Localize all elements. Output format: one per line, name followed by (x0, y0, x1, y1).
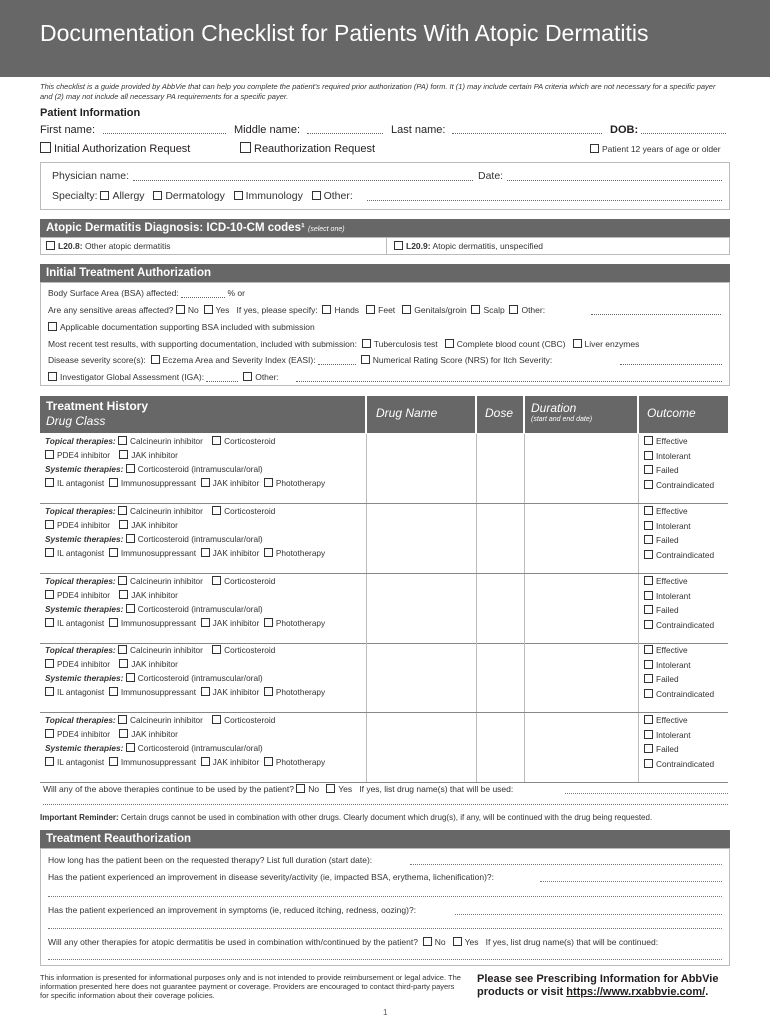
checkbox-nrs[interactable] (361, 355, 370, 364)
history-header-class: Treatment History Drug Class (40, 396, 365, 433)
checkbox[interactable] (46, 241, 55, 250)
bsa-row: Body Surface Area (BSA) affected: % or (48, 288, 245, 298)
checkbox-failed[interactable] (644, 535, 653, 544)
checkbox-il[interactable] (45, 757, 54, 766)
checkbox-failed[interactable] (644, 674, 653, 683)
easi-field[interactable] (318, 355, 356, 365)
specialty-row: Specialty: Allergy Dermatology Immunology Other: (52, 190, 353, 202)
reauth-q2: Has the patient experienced an improvement in disease severity/activity (ie, impacted BSA, erythema, lichenification)?: (48, 872, 494, 882)
reauth-bar: Treatment Reauthorization (40, 830, 730, 848)
checkbox-jak[interactable] (119, 590, 128, 599)
first-name-field[interactable] (103, 124, 226, 134)
checkbox-contraindicated[interactable] (644, 759, 653, 768)
divider (366, 574, 367, 643)
checkbox-tb[interactable] (362, 339, 371, 348)
divider (524, 504, 525, 573)
divider (638, 643, 639, 712)
checkbox-immuno[interactable] (109, 618, 118, 627)
checkbox-intolerant[interactable] (644, 591, 653, 600)
header-bar (0, 0, 770, 77)
checkbox-jak[interactable] (119, 729, 128, 738)
divider (524, 434, 525, 503)
diagnosis-l208[interactable]: L20.8: Other atopic dermatitis (46, 241, 170, 251)
divider (476, 574, 477, 643)
checkbox-scalp[interactable] (471, 305, 480, 314)
checkbox-pde4[interactable] (45, 729, 54, 738)
divider (366, 643, 367, 712)
checkbox-intolerant[interactable] (644, 521, 653, 530)
history-header-dose: Dose (477, 396, 523, 433)
date-label: Date: (478, 170, 504, 182)
checkbox-calcineurin[interactable] (118, 715, 127, 724)
checkbox-effective[interactable] (644, 576, 653, 585)
checkbox-intolerant[interactable] (644, 660, 653, 669)
checkbox-genitals[interactable] (402, 305, 411, 314)
checkbox-pde4[interactable] (45, 520, 54, 529)
checkbox-yes[interactable] (326, 784, 335, 793)
checkbox-effective[interactable] (644, 436, 653, 445)
checkbox-allergy[interactable] (100, 191, 109, 200)
intro-text: This checklist is a guide provided by AbbVie that can help you complete the patient’s required prior authorization (PA) form. It (1) may include certain PA criteria which are not necessary for a specific payer and (2) may not include all necessary PA requirements for a specific payer. (40, 82, 716, 101)
checkbox-contraindicated[interactable] (644, 689, 653, 698)
history-row (40, 574, 728, 644)
checkbox-other[interactable] (312, 191, 321, 200)
checkbox[interactable] (590, 144, 599, 153)
checkbox-photo[interactable] (264, 618, 273, 627)
checkbox-immuno[interactable] (109, 548, 118, 557)
checkbox-pde4[interactable] (45, 659, 54, 668)
outcome-options: Effective Intolerant Failed Contraindicated (644, 713, 714, 771)
checkbox-pde4[interactable] (45, 450, 54, 459)
drug-class-options: Topical therapies: Calcineurin inhibitor Corticosteroid PDE4 inhibitor JAK inhibitor Systemic therapies: Corticosteroid (intramuscular/oral) IL antagonist Immunosuppressant JAK inhibitor Phototherapy (45, 576, 326, 628)
reminder: Important Reminder: Certain drugs cannot be used in combination with other drugs. Clearly document which drug(s), if any, will be continued with the drug being requested. (40, 813, 653, 822)
divider (366, 434, 367, 503)
divider (476, 643, 477, 712)
checkbox-effective[interactable] (644, 506, 653, 515)
checkbox-hands[interactable] (322, 305, 331, 314)
reauth-q1: How long has the patient been on the requested therapy? List full duration (start date): (48, 855, 373, 865)
footer-disclaimer: This information is presented for informational purposes only and is not intended to provide reimbursement or legal advice. The information presented here does not guarantee payment or coverage. Providers are encouraged to contact third-party payers for specific information about their coverage policies. (40, 973, 461, 1000)
reauth-q3: Has the patient experienced an improvement in symptoms (ie, reduced itching, redness, oozing)?: (48, 905, 417, 915)
checkbox-cortico-im[interactable] (126, 673, 135, 682)
checkbox-immunology[interactable] (234, 191, 243, 200)
checkbox-jak2[interactable] (201, 757, 210, 766)
checkbox[interactable] (40, 142, 51, 153)
initial-auth-option[interactable]: Initial Authorization Request (40, 142, 190, 155)
checkbox-immuno[interactable] (109, 757, 118, 766)
checkbox-jak2[interactable] (201, 478, 210, 487)
reauth-q1-field[interactable] (410, 864, 722, 865)
checkbox-intolerant[interactable] (644, 730, 653, 739)
checkbox-photo[interactable] (264, 548, 273, 557)
sensitive-row: Are any sensitive areas affected? No Yes If yes, please specify: Hands Feet Genitals/groin Scalp Other: (48, 305, 546, 315)
divider (638, 713, 639, 782)
bsa-doc-row[interactable]: Applicable documentation supporting BSA included with submission (48, 322, 315, 332)
patient-info-heading: Patient Information (40, 107, 141, 119)
checkbox-failed[interactable] (644, 465, 653, 474)
checkbox-corticosteroid[interactable] (212, 436, 221, 445)
tests-row: Most recent test results, with supporting documentation, included with submission: Tuberculosis test Complete blood count (CBC) Liver enzymes (48, 339, 640, 349)
history-row (40, 504, 728, 574)
history-row (40, 434, 728, 504)
checkbox-photo[interactable] (264, 687, 273, 696)
reauth-q2-field-2[interactable] (48, 896, 722, 897)
sensitive-other-field[interactable] (591, 305, 721, 315)
checkbox-cortico-im[interactable] (126, 464, 135, 473)
checkbox-il[interactable] (45, 687, 54, 696)
checkbox[interactable] (48, 322, 57, 331)
checkbox-immuno[interactable] (109, 687, 118, 696)
checkbox-contraindicated[interactable] (644, 550, 653, 559)
divider (366, 504, 367, 573)
checkbox-contraindicated[interactable] (644, 480, 653, 489)
checkbox-effective[interactable] (644, 645, 653, 654)
history-row (40, 643, 728, 713)
checkbox-calcineurin[interactable] (118, 576, 127, 585)
iga-field[interactable] (206, 372, 238, 382)
checkbox-feet[interactable] (366, 305, 375, 314)
middle-name-label: Middle name: (234, 124, 301, 136)
physician-panel (40, 162, 730, 210)
continue-row: Will any of the above therapies continue to be used by the patient? No Yes If yes, list drug name(s) that will be used: (43, 784, 514, 794)
checkbox-cortico-im[interactable] (126, 534, 135, 543)
outcome-options: Effective Intolerant Failed Contraindicated (644, 434, 714, 492)
divider (476, 504, 477, 573)
bsa-field[interactable] (181, 288, 225, 298)
reauth-q4-field[interactable] (48, 959, 722, 960)
diagnosis-l209[interactable]: L20.9: Atopic dermatitis, unspecified (394, 241, 543, 251)
checkbox-other2[interactable] (243, 372, 252, 381)
divider (524, 574, 525, 643)
checkbox-other[interactable] (509, 305, 518, 314)
divider (638, 504, 639, 573)
checkbox-il[interactable] (45, 618, 54, 627)
checkbox-intolerant[interactable] (644, 451, 653, 460)
reauth-q2-field[interactable] (540, 881, 722, 882)
checkbox-jak[interactable] (119, 520, 128, 529)
checkbox-dermatology[interactable] (153, 191, 162, 200)
last-name-label: Last name: (391, 124, 446, 136)
checkbox-jak2[interactable] (201, 548, 210, 557)
outcome-options: Effective Intolerant Failed Contraindicated (644, 643, 714, 701)
checkbox[interactable] (394, 241, 403, 250)
checkbox-contraindicated[interactable] (644, 620, 653, 629)
iga-other-field[interactable] (296, 372, 722, 382)
divider (366, 713, 367, 782)
physician-name-label: Physician name: (52, 170, 130, 182)
checkbox-jak2[interactable] (201, 687, 210, 696)
initial-treatment-bar: Initial Treatment Authorization (40, 264, 730, 282)
nrs-field[interactable] (620, 355, 722, 365)
divider (638, 574, 639, 643)
outcome-options: Effective Intolerant Failed Contraindicated (644, 574, 714, 632)
checkbox-cortico-im[interactable] (126, 743, 135, 752)
date-field[interactable] (507, 171, 722, 181)
divider (524, 643, 525, 712)
divider (524, 713, 525, 782)
checkbox-no[interactable] (296, 784, 305, 793)
drug-class-options: Topical therapies: Calcineurin inhibitor Corticosteroid PDE4 inhibitor JAK inhibitor Systemic therapies: Corticosteroid (intramuscular/oral) IL antagonist Immunosuppressant JAK inhibitor Phototherapy (45, 645, 326, 697)
checkbox-jak[interactable] (119, 659, 128, 668)
continue-list-field-2[interactable] (43, 804, 728, 805)
history-header-drug: Drug Name (367, 396, 475, 433)
checkbox-photo[interactable] (264, 478, 273, 487)
reauth-q4: Will any other therapies for atopic dermatitis be used in combination with/continued by the patient? No Yes If yes, list drug name(s) that will be continued: (48, 937, 659, 947)
rxabbvie-link[interactable]: https://www.rxabbvie.com/ (566, 986, 706, 998)
checkbox-corticosteroid[interactable] (212, 715, 221, 724)
checkbox-cbc[interactable] (445, 339, 454, 348)
divider (386, 237, 387, 255)
middle-name-field[interactable] (307, 124, 383, 134)
checkbox-il[interactable] (45, 548, 54, 557)
checkbox-failed[interactable] (644, 605, 653, 614)
checkbox-calcineurin[interactable] (118, 506, 127, 515)
checkbox-cortico-im[interactable] (126, 604, 135, 613)
drug-class-options: Topical therapies: Calcineurin inhibitor Corticosteroid PDE4 inhibitor JAK inhibitor Systemic therapies: Corticosteroid (intramuscular/oral) IL antagonist Immunosuppressant JAK inhibitor Phototherapy (45, 506, 326, 558)
dob-label: DOB: (610, 124, 639, 136)
checkbox-il[interactable] (45, 478, 54, 487)
checkbox-no[interactable] (176, 305, 185, 314)
reauth-option[interactable]: Reauthorization Request (240, 142, 375, 155)
drug-class-options: Topical therapies: Calcineurin inhibitor Corticosteroid PDE4 inhibitor JAK inhibitor Systemic therapies: Corticosteroid (intramuscular/oral) IL antagonist Immunosuppressant JAK inhibitor Phototherapy (45, 715, 326, 767)
divider (638, 434, 639, 503)
age-option[interactable]: Patient 12 years of age or older (590, 144, 721, 154)
footer-pi: Please see Prescribing Information for AbbVie products or visit https://www.rxabbvie.com/. (477, 973, 719, 998)
checkbox-failed[interactable] (644, 744, 653, 753)
checkbox-corticosteroid[interactable] (212, 506, 221, 515)
reauth-q3-field-2[interactable] (48, 928, 722, 929)
checkbox-photo[interactable] (264, 757, 273, 766)
first-name-label: First name: (40, 124, 96, 136)
severity-row: Disease severity score(s): Eczema Area and Severity Index (EASI): Numerical Rating Score (NRS) for Itch Severity: (48, 355, 553, 365)
drug-class-options: Topical therapies: Calcineurin inhibitor Corticosteroid PDE4 inhibitor JAK inhibitor Systemic therapies: Corticosteroid (intramuscular/oral) IL antagonist Immunosuppressant JAK inhibitor Phototherapy (45, 436, 326, 488)
checkbox-iga[interactable] (48, 372, 57, 381)
checkbox-corticosteroid[interactable] (212, 576, 221, 585)
checkbox-jak2[interactable] (201, 618, 210, 627)
outcome-options: Effective Intolerant Failed Contraindicated (644, 504, 714, 562)
iga-row: Investigator Global Assessment (IGA): Other: (48, 372, 279, 382)
diagnosis-bar: Atopic Dermatitis Diagnosis: ICD-10-CM codes¹ (select one) (40, 219, 730, 237)
continue-list-field[interactable] (565, 793, 728, 794)
checkbox-calcineurin[interactable] (118, 645, 127, 654)
checkbox-easi[interactable] (151, 355, 160, 364)
page-number: 1 (383, 1008, 388, 1017)
history-header-duration: Duration (start and end date) (525, 396, 637, 433)
checkbox-yes[interactable] (453, 937, 462, 946)
reauth-q3-field[interactable] (455, 914, 722, 915)
checkbox-no[interactable] (423, 937, 432, 946)
checkbox-jak[interactable] (119, 450, 128, 459)
history-header-outcome: Outcome (639, 396, 728, 433)
checkbox-calcineurin[interactable] (118, 436, 127, 445)
physician-name-field[interactable] (133, 171, 473, 181)
page-title: Documentation Checklist for Patients With Atopic Dermatitis (40, 20, 649, 46)
last-name-field[interactable] (452, 124, 602, 134)
specialty-other-field[interactable] (367, 191, 722, 201)
divider (476, 713, 477, 782)
checkbox[interactable] (240, 142, 251, 153)
checkbox-yes[interactable] (204, 305, 213, 314)
checkbox-pde4[interactable] (45, 590, 54, 599)
history-row (40, 713, 728, 783)
checkbox-immuno[interactable] (109, 478, 118, 487)
checkbox-corticosteroid[interactable] (212, 645, 221, 654)
dob-field[interactable] (641, 124, 726, 134)
divider (476, 434, 477, 503)
checkbox-liver[interactable] (573, 339, 582, 348)
checkbox-effective[interactable] (644, 715, 653, 724)
